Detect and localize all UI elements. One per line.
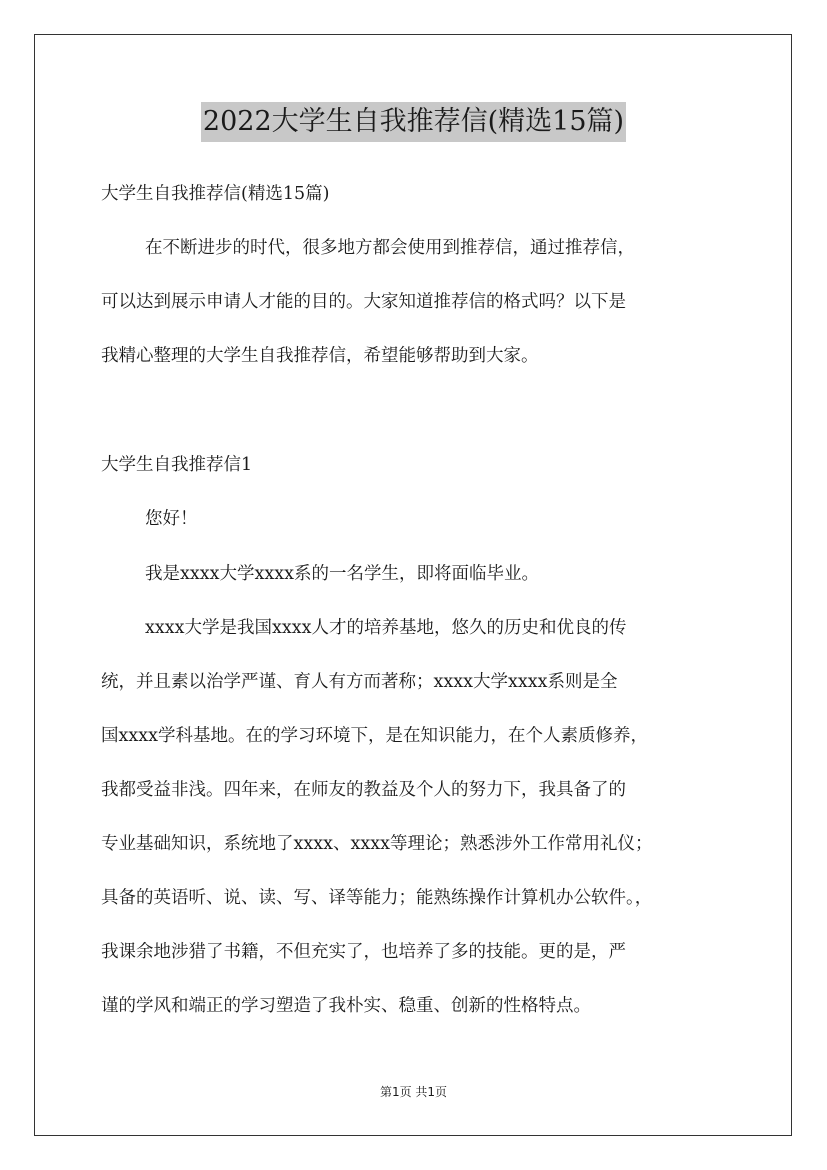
intro-line: 我精心整理的大学生自我推荐信，希望能够帮助到大家。 <box>101 346 539 366</box>
section-heading: 大学生自我推荐信1 <box>101 455 253 475</box>
body-line: 国xxxx学科基地。在的学习环境下，是在知识能力，在个人素质修养， <box>101 726 648 746</box>
document-title: 2022大学生自我推荐信(精选15篇) <box>201 102 626 142</box>
body-line: xxxx大学是我国xxxx人才的培养基地，悠久的历史和优良的传 <box>145 618 627 638</box>
title-container <box>0 102 827 142</box>
body-line: 我课余地涉猎了书籍，不但充实了，也培养了多的技能。更的是，严 <box>101 942 626 962</box>
body-line: 我都受益非浅。四年来，在师友的教益及个人的努力下，我具备了的 <box>101 780 626 800</box>
page-footer: 第1页 共1页 <box>379 1085 448 1099</box>
body-line: 统，并且素以治学严谨、育人有方而著称；xxxx大学xxxx系则是全 <box>101 672 618 692</box>
body-line: 具备的英语听、说、读、写、译等能力；能熟练操作计算机办公软件。， <box>101 888 653 908</box>
intro-line: 在不断进步的时代，很多地方都会使用到推荐信，通过推荐信， <box>145 238 635 258</box>
greeting: 您好！ <box>145 509 198 529</box>
document-subtitle: 大学生自我推荐信(精选15篇) <box>101 184 330 204</box>
body-line: 专业基础知识，系统地了xxxx、xxxx等理论；熟悉涉外工作常用礼仪； <box>101 834 653 854</box>
paragraph-line: 我是xxxx大学xxxx系的一名学生，即将面临毕业。 <box>145 564 539 584</box>
body-line: 谨的学风和端正的学习塑造了我朴实、稳重、创新的性格特点。 <box>101 996 591 1016</box>
intro-line: 可以达到展示申请人才能的目的。大家知道推荐信的格式吗？以下是 <box>101 292 626 312</box>
